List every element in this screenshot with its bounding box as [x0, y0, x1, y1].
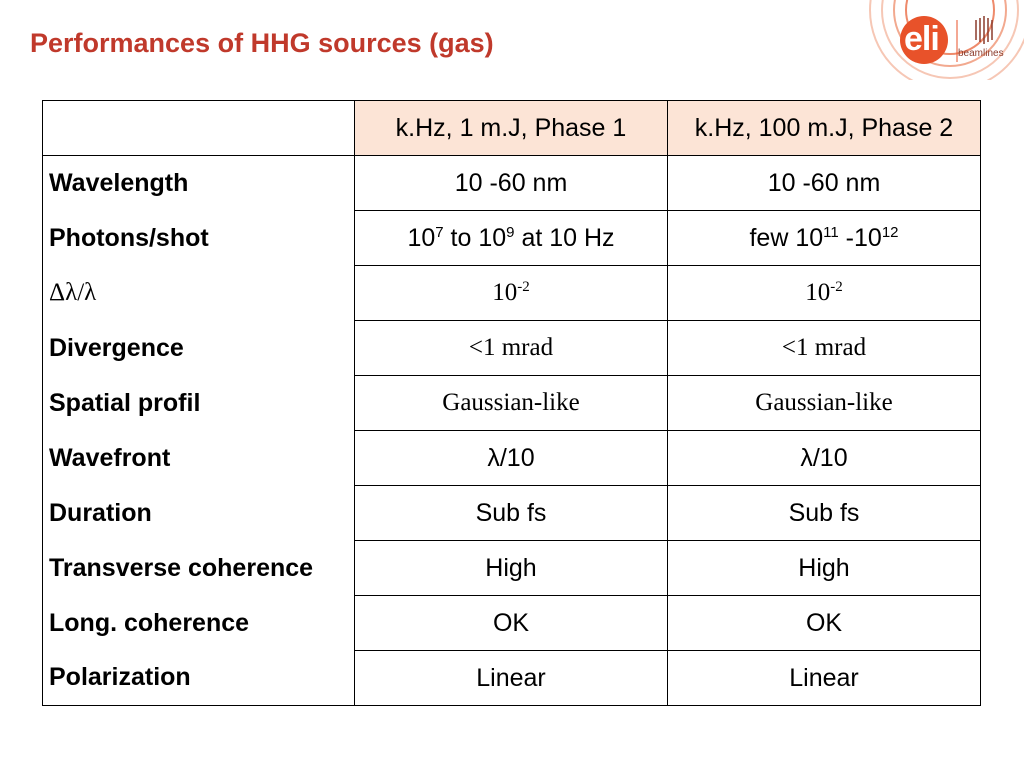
performance-table: [42, 100, 981, 706]
cell-phase-2: λ/10: [668, 431, 981, 486]
cell-phase-1: OK: [355, 596, 668, 651]
row-label-duration: Duration: [43, 486, 355, 541]
cell-phase-1: $10^{-2}$: [355, 266, 668, 321]
cell-phase-1: 10 -60 nm: [355, 156, 668, 211]
cell-phase-2: 10 -60 nm: [668, 156, 981, 211]
logo-subtext: beamlines: [958, 48, 1004, 59]
table-row: [43, 541, 981, 596]
cell-phase-1: High: [355, 541, 668, 596]
cell-phase-2: Sub fs: [668, 486, 981, 541]
cell-phase-2: <1 mrad: [668, 321, 981, 376]
row-label-bandwidth: Δλ/λ: [43, 266, 355, 321]
cell-phase-1: $10^7$ to $10^9$ at 10 Hz: [355, 211, 668, 266]
row-label-polarization: Polarization: [43, 651, 355, 706]
row-label-transverse-coherence: Transverse coherence: [43, 541, 355, 596]
table-row: [43, 431, 981, 486]
table-row: [43, 211, 981, 266]
table-row: [43, 486, 981, 541]
cell-phase-2: Gaussian-like: [668, 376, 981, 431]
header-phase-2: k.Hz, 100 m.J, Phase 2: [668, 101, 981, 156]
table-row: [43, 266, 981, 321]
cell-phase-2: Linear: [668, 651, 981, 706]
table-row: [43, 651, 981, 706]
logo-wordmark: eli: [904, 20, 939, 58]
row-label-spatial-profil: Spatial profil: [43, 376, 355, 431]
cell-phase-1: <1 mrad: [355, 321, 668, 376]
cell-phase-1: λ/10: [355, 431, 668, 486]
cell-phase-2: $10^{-2}$: [668, 266, 981, 321]
table-row: [43, 321, 981, 376]
row-label-long-coherence: Long. coherence: [43, 596, 355, 651]
cell-phase-1: Gaussian-like: [355, 376, 668, 431]
cell-phase-2: High: [668, 541, 981, 596]
table-header-row: [43, 101, 981, 156]
row-label-wavelength: Wavelength: [43, 156, 355, 211]
table-row: [43, 376, 981, 431]
header-phase-1: k.Hz, 1 m.J, Phase 1: [355, 101, 668, 156]
slide-title: Performances of HHG sources (gas): [30, 28, 494, 58]
table-row: [43, 156, 981, 211]
row-label-photons: Photons/shot: [43, 211, 355, 266]
cell-phase-1: Sub fs: [355, 486, 668, 541]
row-label-wavefront: Wavefront: [43, 431, 355, 486]
header-corner-cell: [43, 101, 355, 156]
cell-phase-1: Linear: [355, 651, 668, 706]
cell-phase-2: few $10^{11}$ $-10^{12}$: [668, 211, 981, 266]
row-label-divergence: Divergence: [43, 321, 355, 376]
cell-phase-2: OK: [668, 596, 981, 651]
table-row: [43, 596, 981, 651]
